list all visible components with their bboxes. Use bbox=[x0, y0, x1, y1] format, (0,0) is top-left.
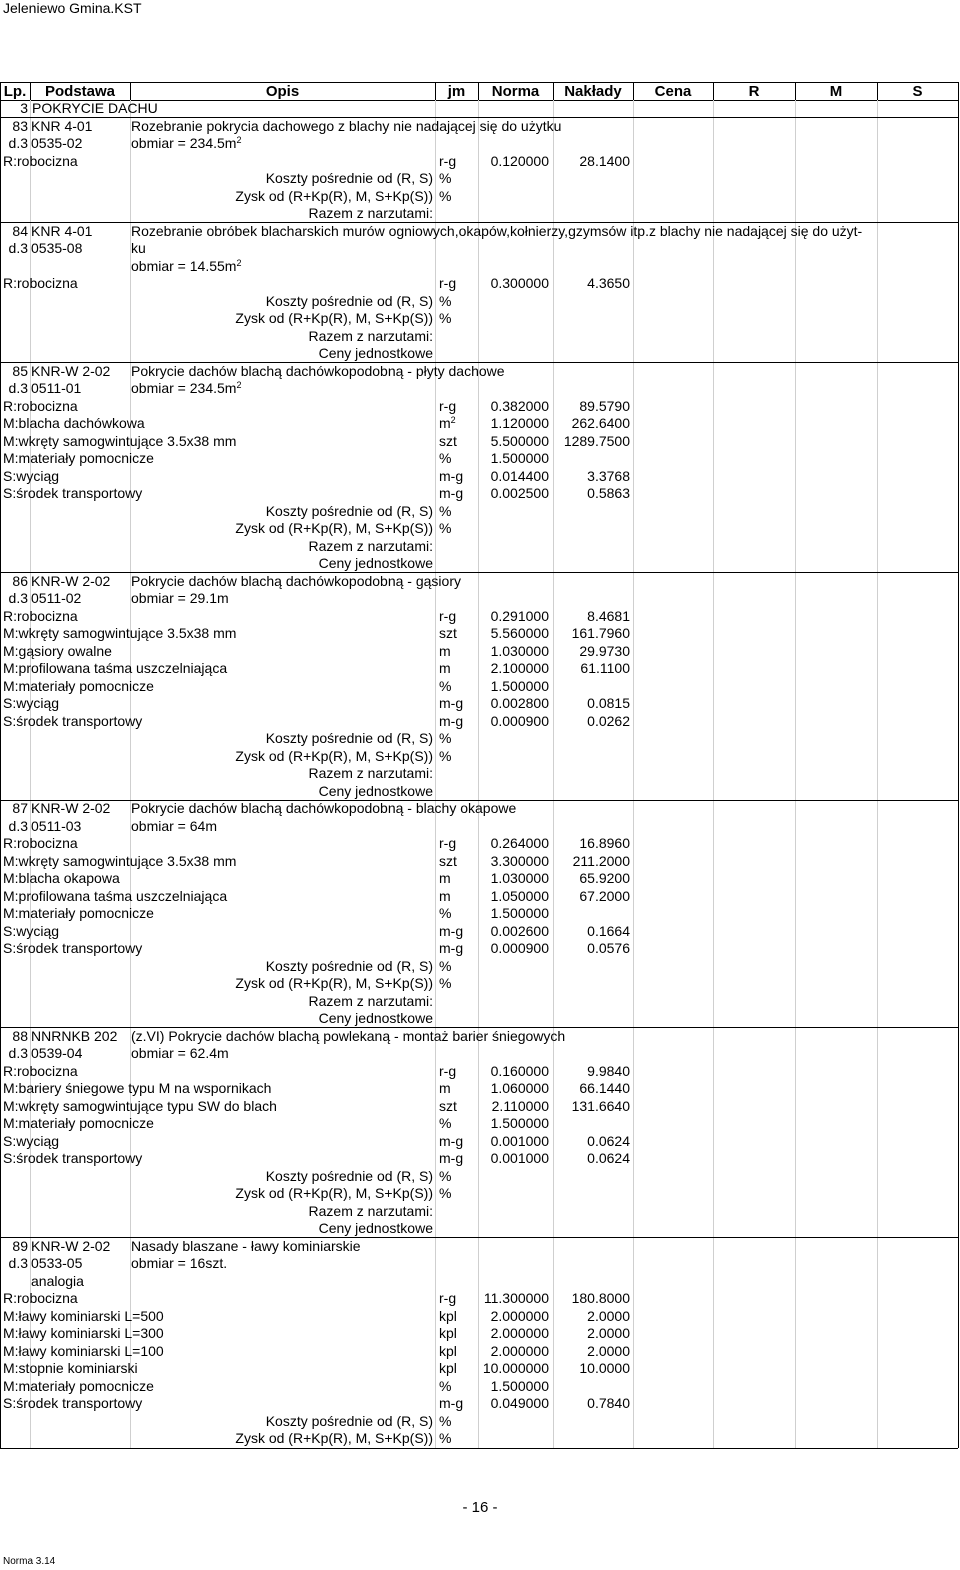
summary-label: Razem z narzutami: bbox=[308, 1202, 433, 1219]
summary-label: Razem z narzutami: bbox=[308, 327, 433, 344]
position-number: 84 bbox=[12, 222, 28, 239]
position-description: Pokrycie dachów blachą dachówkopodobną - blachy okapowe bbox=[131, 800, 517, 816]
resource-quantity: 29.9730 bbox=[579, 642, 630, 659]
resource-unit: m bbox=[439, 642, 451, 659]
resource-name: S:środek transportowy bbox=[3, 485, 143, 501]
resource-norm: 0.160000 bbox=[490, 1062, 549, 1079]
summary-label: Ceny jednostkowe bbox=[318, 782, 433, 799]
position-description: obmiar = $234.5m^2$ bbox=[131, 380, 242, 396]
column-header: Norma bbox=[491, 83, 540, 100]
resource-quantity: 131.6640 bbox=[571, 1097, 630, 1114]
resource-name: M:ławy kominiarski L=500 bbox=[3, 1307, 164, 1324]
resource-quantity: 4.3650 bbox=[587, 275, 630, 291]
column-header: Opis bbox=[265, 83, 300, 100]
resource-name: R:robocizna bbox=[3, 152, 78, 169]
resource-norm: 1.500000 bbox=[490, 905, 549, 921]
position-number: 83 bbox=[12, 117, 28, 134]
resource-quantity: 61.1100 bbox=[580, 660, 630, 676]
footer-software-label: Norma 3.14 bbox=[3, 1556, 56, 1567]
position-description: ku bbox=[131, 240, 146, 256]
position-basis: KNR-W 2-02 bbox=[31, 1237, 111, 1254]
resource-name: M:ławy kominiarski L=300 bbox=[3, 1325, 164, 1341]
resource-unit: kpl bbox=[439, 1307, 457, 1324]
resource-norm: 0.291000 bbox=[490, 607, 549, 624]
position-number: 88 bbox=[12, 1027, 28, 1044]
resource-quantity: 161.7960 bbox=[571, 625, 630, 641]
resource-quantity: 0.0576 bbox=[587, 940, 630, 956]
resource-norm: 2.000000 bbox=[490, 1325, 549, 1341]
resource-quantity: 0.5863 bbox=[587, 485, 630, 501]
summary-label: Koszty pośrednie od (R, S) bbox=[265, 1167, 433, 1184]
unit-superscript: 2 bbox=[236, 380, 242, 390]
resource-quantity: 10.0000 bbox=[579, 1360, 630, 1376]
summary-unit: % bbox=[439, 1412, 452, 1429]
summary-label: Zysk od (R+Kp(R), M, S+Kp(S)) bbox=[235, 1185, 433, 1201]
resource-norm: 5.500000 bbox=[490, 432, 549, 449]
resource-name: R:robocizna bbox=[3, 607, 78, 624]
resource-name: R:robocizna bbox=[3, 1062, 78, 1079]
resource-unit: m-g bbox=[439, 1132, 464, 1149]
resource-norm: 0.000900 bbox=[490, 940, 549, 956]
resource-name: M:materiały pomocnicze bbox=[3, 1377, 154, 1394]
resource-quantity: 0.0624 bbox=[587, 1150, 630, 1166]
summary-unit: % bbox=[439, 730, 452, 746]
summary-unit: % bbox=[439, 1185, 452, 1201]
position-number: d.3 bbox=[8, 240, 28, 256]
position-basis: KNR-W 2-02 bbox=[31, 800, 111, 816]
resource-name: S:środek transportowy bbox=[3, 712, 143, 729]
resource-unit: szt bbox=[439, 852, 457, 869]
resource-quantity: 0.0262 bbox=[587, 712, 630, 729]
resource-norm: 1.500000 bbox=[490, 677, 549, 694]
resource-unit: szt bbox=[439, 432, 457, 449]
resource-name: S:wyciąg bbox=[3, 467, 60, 484]
resource-name: S:środek transportowy bbox=[3, 940, 143, 956]
position-number: d.3 bbox=[8, 817, 28, 834]
resource-quantity: 0.0624 bbox=[587, 1132, 630, 1149]
resource-unit: m-g bbox=[439, 1150, 464, 1166]
resource-name: M:wkręty samogwintujące 3.5x38 mm bbox=[3, 625, 237, 641]
summary-unit: % bbox=[439, 957, 452, 974]
resource-unit: m-g bbox=[439, 467, 464, 484]
resource-quantity: 8.4681 bbox=[587, 607, 630, 624]
position-separator bbox=[0, 800, 958, 801]
resource-quantity: 16.8960 bbox=[579, 835, 630, 851]
summary-label: Ceny jednostkowe bbox=[318, 1010, 433, 1026]
resource-unit: % bbox=[439, 905, 452, 921]
resource-name: S:wyciąg bbox=[3, 695, 60, 711]
resource-unit: % bbox=[439, 1115, 452, 1131]
resource-norm: 0.001000 bbox=[490, 1132, 549, 1149]
resource-norm: 0.002800 bbox=[490, 695, 549, 711]
table-right-border bbox=[958, 82, 959, 1448]
summary-unit: % bbox=[439, 1430, 452, 1446]
resource-norm: 1.050000 bbox=[490, 887, 549, 904]
summary-unit: % bbox=[439, 187, 452, 204]
position-separator bbox=[0, 572, 958, 573]
position-basis: 0511-02 bbox=[31, 590, 82, 606]
position-number: d.3 bbox=[8, 1045, 28, 1061]
resource-name: M:materiały pomocnicze bbox=[3, 1115, 154, 1131]
summary-unit: % bbox=[439, 975, 452, 991]
summary-label: Razem z narzutami: bbox=[308, 765, 433, 781]
summary-label: Zysk od (R+Kp(R), M, S+Kp(S)) bbox=[235, 975, 433, 991]
column-header: M bbox=[829, 83, 843, 100]
unit-superscript: 2 bbox=[450, 415, 456, 425]
resource-norm: 0.000900 bbox=[490, 712, 549, 729]
column-header: jm bbox=[447, 83, 466, 100]
position-number: 85 bbox=[12, 362, 28, 379]
column-header: Cena bbox=[654, 83, 692, 100]
resource-unit: m-g bbox=[439, 485, 464, 501]
section-title: POKRYCIE DACHU bbox=[32, 100, 158, 116]
resource-name: S:wyciąg bbox=[3, 922, 60, 939]
resource-name: M:blacha okapowa bbox=[3, 870, 120, 886]
resource-name: M:materiały pomocnicze bbox=[3, 905, 154, 921]
position-description: Nasady blaszane - ławy kominiarskie bbox=[131, 1237, 361, 1254]
resource-unit: kpl bbox=[439, 1360, 457, 1376]
resource-name: M:profilowana taśma uszczelniająca bbox=[3, 887, 228, 904]
resource-quantity bbox=[553, 678, 630, 695]
resource-quantity: 2.0000 bbox=[587, 1342, 630, 1359]
resource-quantity: 211.2000 bbox=[572, 852, 630, 869]
resource-quantity: 66.1440 bbox=[579, 1080, 630, 1096]
resource-unit: m bbox=[439, 660, 451, 676]
column-header: Nakłady bbox=[564, 83, 622, 100]
resource-quantity: 3.3768 bbox=[587, 467, 630, 484]
resource-quantity: 0.0815 bbox=[587, 695, 630, 711]
resource-name: M:stopnie kominiarski bbox=[3, 1360, 138, 1376]
resource-name: M:bariery śniegowe typu M na wspornikach bbox=[3, 1080, 272, 1096]
resource-quantity bbox=[553, 1378, 630, 1395]
summary-label: Koszty pośrednie od (R, S) bbox=[265, 502, 433, 519]
position-number: d.3 bbox=[8, 590, 28, 606]
resource-norm: 1.030000 bbox=[490, 870, 549, 886]
resource-norm: 5.560000 bbox=[490, 625, 549, 641]
summary-label: Koszty pośrednie od (R, S) bbox=[265, 957, 433, 974]
resource-quantity: 0.1664 bbox=[587, 922, 630, 939]
resource-quantity: 67.2000 bbox=[579, 887, 630, 904]
resource-norm: 0.001000 bbox=[490, 1150, 549, 1166]
summary-unit: % bbox=[439, 292, 452, 309]
column-header: Lp. bbox=[3, 83, 27, 100]
resource-name: R:robocizna bbox=[3, 275, 78, 291]
resource-unit: r-g bbox=[439, 152, 457, 169]
summary-unit: % bbox=[439, 170, 452, 186]
resource-name: R:robocizna bbox=[3, 1290, 78, 1306]
position-separator bbox=[0, 1027, 958, 1028]
resource-norm: 1.120000 bbox=[490, 415, 549, 431]
summary-unit: % bbox=[439, 747, 452, 764]
resource-quantity: 262.6400 bbox=[571, 415, 630, 431]
resource-name: S:wyciąg bbox=[3, 1132, 60, 1149]
resource-name: M:materiały pomocnicze bbox=[3, 677, 154, 694]
position-description: obmiar = 62.4m bbox=[131, 1045, 229, 1061]
resource-name: M:materiały pomocnicze bbox=[3, 450, 154, 466]
column-header: Podstawa bbox=[44, 83, 116, 100]
resource-norm: 11.300000 bbox=[483, 1290, 549, 1306]
resource-norm: 1.500000 bbox=[490, 450, 549, 466]
column-header: S bbox=[912, 83, 923, 100]
resource-name: M:gąsiory owalne bbox=[3, 642, 112, 659]
resource-quantity: 0.7840 bbox=[587, 1395, 630, 1411]
position-separator bbox=[0, 117, 958, 118]
resource-unit: m-g bbox=[439, 922, 464, 939]
resource-name: M:ławy kominiarski L=100 bbox=[3, 1342, 164, 1359]
resource-norm: 1.500000 bbox=[490, 1115, 549, 1131]
position-description: (z.VI) Pokrycie dachów blachą powlekaną - montaż barier śniegowych bbox=[131, 1027, 566, 1044]
position-description: Rozebranie obróbek blacharskich murów ogniowych,okapów,kołnierzy,gzymsów itp.z blachy nie nadającej się do użyt- bbox=[131, 222, 863, 239]
resource-name: M:profilowana taśma uszczelniająca bbox=[3, 660, 228, 676]
resource-unit: r-g bbox=[439, 275, 457, 291]
summary-label: Zysk od (R+Kp(R), M, S+Kp(S)) bbox=[235, 1430, 433, 1446]
resource-unit: % bbox=[439, 677, 452, 694]
summary-label: Koszty pośrednie od (R, S) bbox=[265, 170, 433, 186]
resource-norm: 1.060000 bbox=[490, 1080, 549, 1096]
resource-quantity: 28.1400 bbox=[579, 152, 630, 169]
position-description: obmiar = 29.1m bbox=[131, 590, 229, 606]
position-basis: analogia bbox=[31, 1272, 84, 1289]
resource-norm: 2.100000 bbox=[490, 660, 549, 676]
summary-label: Ceny jednostkowe bbox=[318, 555, 433, 571]
resource-name: M:blacha dachówkowa bbox=[3, 415, 145, 431]
resource-quantity bbox=[553, 450, 630, 467]
unit-superscript: 2 bbox=[236, 257, 242, 268]
resource-norm: 0.382000 bbox=[490, 397, 549, 414]
position-basis: 0535-08 bbox=[31, 240, 83, 256]
summary-unit: % bbox=[439, 520, 452, 536]
resource-unit: $m^2$ bbox=[439, 415, 456, 431]
resource-quantity: 9.9840 bbox=[587, 1062, 630, 1079]
resource-unit: kpl bbox=[439, 1342, 457, 1359]
summary-label: Zysk od (R+Kp(R), M, S+Kp(S)) bbox=[235, 520, 433, 536]
summary-unit: % bbox=[439, 1167, 452, 1184]
resource-name: M:wkręty samogwintujące 3.5x38 mm bbox=[3, 432, 237, 449]
resource-norm: 0.120000 bbox=[490, 152, 549, 169]
position-basis: 0539-04 bbox=[31, 1045, 83, 1061]
section-number: 3 bbox=[20, 100, 28, 116]
summary-unit: % bbox=[439, 310, 452, 326]
resource-norm: 10.000000 bbox=[482, 1360, 549, 1376]
resource-name: R:robocizna bbox=[3, 397, 78, 414]
resource-unit: m-g bbox=[439, 940, 464, 956]
resource-name: S:środek transportowy bbox=[3, 1395, 143, 1411]
resource-norm: 2.000000 bbox=[490, 1307, 549, 1324]
summary-label: Razem z narzutami: bbox=[308, 992, 433, 1009]
page-number: - 16 - bbox=[462, 1499, 498, 1516]
resource-norm: 3.300000 bbox=[490, 852, 549, 869]
summary-label: Ceny jednostkowe bbox=[318, 1220, 433, 1236]
resource-norm: 0.014400 bbox=[490, 467, 549, 484]
resource-norm: 1.500000 bbox=[490, 1377, 549, 1394]
summary-label: Koszty pośrednie od (R, S) bbox=[265, 1412, 433, 1429]
resource-quantity: 180.8000 bbox=[571, 1290, 630, 1306]
resource-name: M:wkręty samogwintujące 3.5x38 mm bbox=[3, 852, 237, 869]
resource-unit: r-g bbox=[439, 1290, 457, 1306]
resource-norm: 0.264000 bbox=[490, 835, 549, 851]
column-header: R bbox=[748, 83, 760, 100]
summary-label: Koszty pośrednie od (R, S) bbox=[265, 730, 433, 746]
position-number: d.3 bbox=[8, 135, 28, 151]
resource-unit: r-g bbox=[439, 835, 457, 851]
resource-unit: szt bbox=[439, 1097, 457, 1114]
resource-unit: r-g bbox=[439, 397, 457, 414]
position-basis: KNR 4-01 bbox=[31, 222, 93, 239]
position-basis: KNR 4-01 bbox=[31, 117, 93, 134]
cost-estimate-table bbox=[0, 82, 958, 1466]
position-separator bbox=[0, 1237, 958, 1238]
resource-unit: m-g bbox=[439, 712, 464, 729]
position-description: Pokrycie dachów blachą dachówkopodobną - płyty dachowe bbox=[131, 362, 505, 379]
position-description: obmiar = $14.55m^2$ bbox=[131, 257, 242, 274]
resource-quantity bbox=[553, 905, 630, 922]
position-basis: KNR-W 2-02 bbox=[31, 572, 111, 589]
resource-norm: 0.049000 bbox=[490, 1395, 549, 1411]
position-description: obmiar = 64m bbox=[131, 817, 217, 834]
position-number: 89 bbox=[12, 1237, 28, 1254]
summary-label: Ceny jednostkowe bbox=[318, 345, 433, 361]
summary-label: Razem z narzutami: bbox=[308, 205, 433, 221]
resource-quantity bbox=[553, 1115, 630, 1132]
summary-label: Zysk od (R+Kp(R), M, S+Kp(S)) bbox=[235, 187, 433, 204]
summary-label: Razem z narzutami: bbox=[308, 537, 433, 554]
resource-norm: 1.030000 bbox=[490, 642, 549, 659]
resource-unit: m bbox=[439, 870, 451, 886]
position-separator bbox=[0, 222, 958, 223]
resource-unit: % bbox=[439, 450, 452, 466]
resource-unit: % bbox=[439, 1377, 452, 1394]
summary-unit: % bbox=[439, 502, 452, 519]
position-basis: 0533-05 bbox=[31, 1255, 83, 1271]
position-number: 86 bbox=[12, 572, 28, 589]
position-description: obmiar = 16szt. bbox=[131, 1255, 228, 1271]
resource-norm: 2.110000 bbox=[491, 1097, 549, 1114]
resource-norm: 0.002600 bbox=[490, 922, 549, 939]
resource-quantity: 1289.7500 bbox=[563, 432, 630, 449]
summary-label: Zysk od (R+Kp(R), M, S+Kp(S)) bbox=[235, 747, 433, 764]
position-description: Rozebranie pokrycia dachowego z blachy nie nadającej się do użytku bbox=[131, 117, 562, 134]
summary-label: Koszty pośrednie od (R, S) bbox=[265, 292, 433, 309]
resource-norm: 2.000000 bbox=[490, 1342, 549, 1359]
resource-quantity: 89.5790 bbox=[579, 397, 630, 414]
position-number: 87 bbox=[12, 800, 28, 816]
position-basis: 0535-02 bbox=[31, 135, 83, 151]
resource-unit: r-g bbox=[439, 1062, 457, 1079]
position-number: d.3 bbox=[8, 380, 28, 396]
position-separator bbox=[0, 362, 958, 363]
resource-unit: m bbox=[439, 887, 451, 904]
resource-quantity: 2.0000 bbox=[587, 1307, 630, 1324]
resource-norm: 0.002500 bbox=[490, 485, 549, 501]
resource-unit: r-g bbox=[439, 607, 457, 624]
resource-name: R:robocizna bbox=[3, 835, 78, 851]
position-description: Pokrycie dachów blachą dachówkopodobną - gąsiory bbox=[131, 572, 461, 589]
resource-norm: 0.300000 bbox=[490, 275, 549, 291]
resource-quantity: 65.9200 bbox=[579, 870, 630, 886]
position-description: obmiar = $234.5m^2$ bbox=[131, 135, 242, 151]
table-bottom-border bbox=[0, 1448, 958, 1449]
position-basis: KNR-W 2-02 bbox=[31, 362, 111, 379]
resource-unit: szt bbox=[439, 625, 457, 641]
resource-unit: m bbox=[439, 1080, 451, 1096]
resource-name: M:wkręty samogwintujące typu SW do blach bbox=[3, 1097, 277, 1114]
resource-unit: kpl bbox=[439, 1325, 457, 1341]
resource-name: S:środek transportowy bbox=[3, 1150, 143, 1166]
document-header-title: Jeleniewo Gmina.KST bbox=[3, 0, 142, 16]
unit-superscript: 2 bbox=[236, 135, 242, 145]
position-basis: 0511-03 bbox=[31, 817, 82, 834]
position-basis: 0511-01 bbox=[31, 380, 82, 396]
summary-label: Zysk od (R+Kp(R), M, S+Kp(S)) bbox=[235, 310, 433, 326]
position-number: d.3 bbox=[8, 1255, 28, 1271]
resource-quantity: 2.0000 bbox=[587, 1325, 630, 1341]
resource-unit: m-g bbox=[439, 1395, 464, 1411]
resource-unit: m-g bbox=[439, 695, 464, 711]
position-basis: NNRNKB 202 bbox=[31, 1027, 118, 1044]
